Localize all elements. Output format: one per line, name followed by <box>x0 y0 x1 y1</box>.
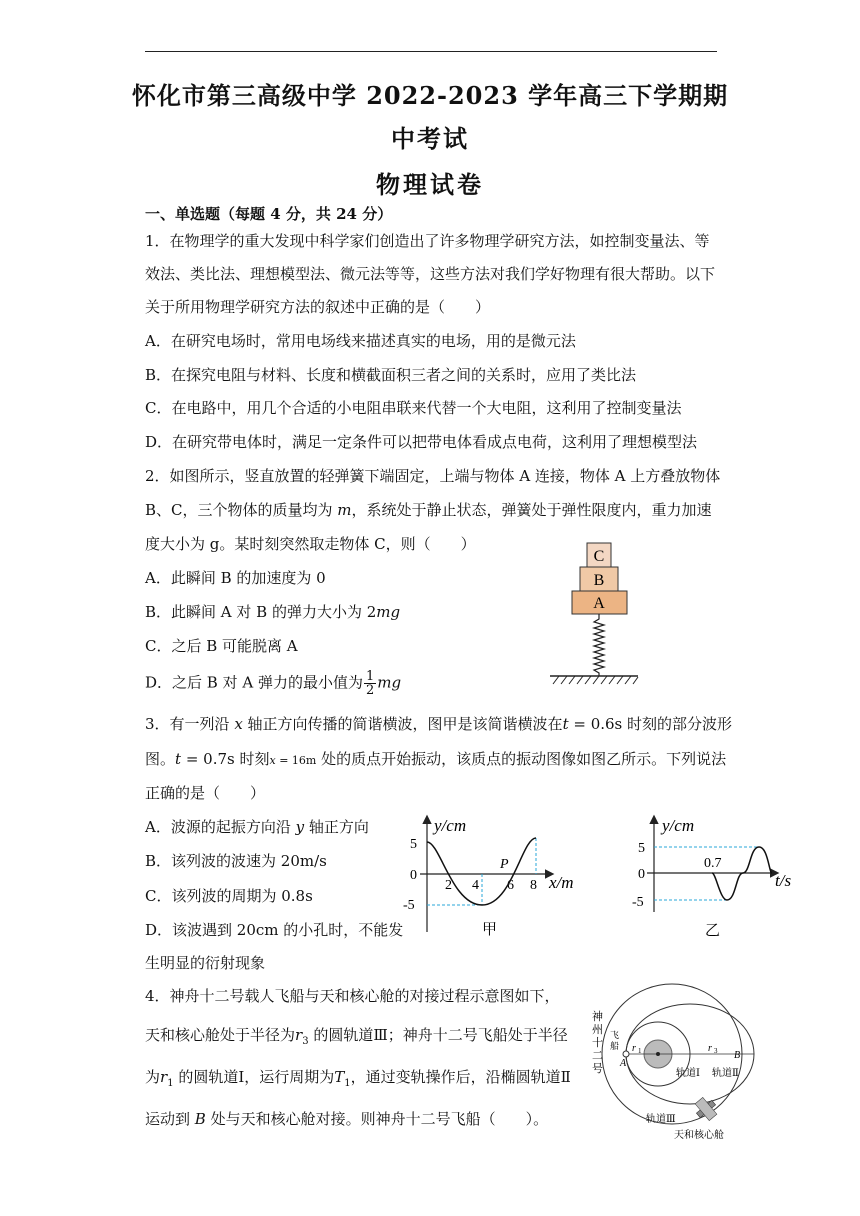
orbit-docking-figure <box>580 976 772 1146</box>
page-title-cont: 中考试 <box>391 124 469 153</box>
q2-text: B、C，三个物体的质量均为 m，系统处于静止状态，弹簧处于弹性限度内，重力加速 <box>145 501 712 519</box>
svg-text:号: 号 <box>592 1063 603 1075</box>
feichuan-label <box>610 1030 619 1051</box>
q1-text: 效法、类比法、理想模型法、微元法等等，这些方法对我们学好物理有很大帮助。以下 <box>145 265 716 283</box>
q3-text: 3．有一列沿 x 轴正方向传播的简谐横波，图甲是该简谐横波在t = 0.6s 时刻的部分波形 <box>145 715 733 733</box>
q3-text: 图。t = 0.7s 时刻x = 16m 处的质点开始振动，该质点的振动图像如图乙所示。下列说法 <box>145 750 727 768</box>
svg-text:神: 神 <box>592 1011 603 1023</box>
r1-label-sub: 1 <box>638 1047 642 1055</box>
figure-caption: 甲 <box>482 922 498 938</box>
tick-label: 5 <box>410 837 417 852</box>
q2-option-c: C．之后 B 可能脱离 A <box>145 637 298 655</box>
block-c-label: C <box>593 548 605 565</box>
q4-text: 运动到 B 处与天和核心舱对接。则神舟十二号飞船（ ）。 <box>145 1110 549 1128</box>
point-b-label: B <box>734 1050 741 1061</box>
header-rule <box>145 51 717 52</box>
tick-label: 8 <box>530 878 537 893</box>
tianhe-label: 天和核心舱 <box>674 1130 724 1141</box>
orbit-2-label: 轨道Ⅱ <box>712 1068 739 1079</box>
ground-hatch <box>553 676 638 684</box>
q2-text: 度大小为 g。某时刻突然取走物体 C，则（ ） <box>145 535 476 553</box>
subject-title: 物理试卷 <box>376 170 484 199</box>
spring <box>594 614 604 676</box>
tick-label: 0.7 <box>704 856 722 871</box>
fraction: $\frac{1}{2}$ <box>365 669 375 698</box>
tick-label: 5 <box>638 841 645 856</box>
r1-label: r <box>632 1043 636 1054</box>
q1-option-d: D．在研究带电体时，满足一定条件可以把带电体看成点电荷，这利用了理想模型法 <box>145 433 698 451</box>
svg-text:十: 十 <box>592 1037 603 1049</box>
block-a-label: A <box>593 595 605 612</box>
point-a-label: A <box>620 1058 627 1069</box>
tick-label: 0 <box>410 868 417 883</box>
q3-option-b: B．该列波的波速为 20m/s <box>145 852 327 870</box>
q1-option-b: B．在探究电阻与材料、长度和横截面积三者之间的关系时，应用了类比法 <box>145 366 637 384</box>
tick-label: 0 <box>638 867 645 882</box>
q4-text: 天和核心舱处于半径为$r_3$ 的圆轨道Ⅲ；神舟十二号飞船处于半径 <box>145 1026 568 1047</box>
q1-option-c: C．在电路中，用几个合适的小电阻串联来代替一个大电阻，这利用了控制变量法 <box>145 399 682 417</box>
q1-option-a: A．在研究电场时，常用电场线来描述真实的电场，用的是微元法 <box>145 332 576 350</box>
q3-option-c: C．该列波的周期为 0.8s <box>145 887 313 905</box>
q3-option-a: A．波源的起振方向沿 y 轴正方向 <box>145 818 369 836</box>
point-a <box>623 1051 629 1057</box>
q2-option-a: A．此瞬间 B 的加速度为 0 <box>145 569 326 587</box>
tick-label: 6 <box>507 878 514 893</box>
tick-label: 4 <box>472 878 479 893</box>
vibration-graph-yi <box>632 812 807 942</box>
svg-text:二: 二 <box>592 1050 603 1062</box>
q3-option-d-cont: 生明显的衍射现象 <box>145 954 266 972</box>
figure-caption: 乙 <box>705 923 721 939</box>
q3-option-d: D．该波遇到 20cm 的小孔时，不能发 <box>145 921 404 939</box>
q1-text: 1．在物理学的重大发现中科学家们创造出了许多物理学研究方法，如控制变量法、等 <box>145 232 710 250</box>
section-heading: 一、单选题（每题 4 分，共 24 分） <box>145 205 393 223</box>
y-axis-label: y/cm <box>662 816 695 835</box>
tick-label: -5 <box>403 898 415 913</box>
svg-text:飞: 飞 <box>610 1030 620 1040</box>
x-axis-label: x/m <box>549 873 574 892</box>
q1-text: 关于所用物理学研究方法的叙述中正确的是（ ） <box>145 298 491 316</box>
q3-text: 正确的是（ ） <box>145 784 266 802</box>
earth-center <box>656 1052 660 1056</box>
r3-label: r <box>708 1043 712 1054</box>
block-b-label: B <box>593 572 605 589</box>
q2-option-b: B．此瞬间 A 对 B 的弹力大小为 2mg <box>145 603 401 621</box>
orbit-1-label: 轨道Ⅰ <box>676 1068 700 1079</box>
q4-text: 4．神舟十二号载人飞船与天和核心舱的对接过程示意图如下， <box>145 987 560 1005</box>
svg-text:州: 州 <box>592 1024 603 1036</box>
x-axis-label: t/s <box>775 871 792 890</box>
q2-text: 2．如图所示，竖直放置的轻弹簧下端固定，上端与物体 A 连接，物体 A 上方叠放物体 <box>145 467 721 485</box>
q2-option-d: D．之后 B 对 A 弹力的最小值为 $\frac{1}{2}$ mg <box>145 669 402 698</box>
point-p-label: P <box>500 857 509 872</box>
r3-label-sub: 3 <box>714 1047 718 1055</box>
orbit-3-label: 轨道Ⅲ <box>646 1114 676 1125</box>
tick-label: -5 <box>632 895 644 910</box>
wave-graph-jia <box>400 812 590 942</box>
q4-text: 为$r_1$ 的圆轨道Ⅰ，运行周期为$T_1$，通过变轨操作后，沿椭圆轨道Ⅱ <box>145 1068 571 1089</box>
page-title: 怀化市第三高级中学 2022-2023 学年高三下学期期 <box>131 81 729 110</box>
y-axis-label: y/cm <box>434 816 467 835</box>
spring-blocks-figure <box>545 540 640 690</box>
tick-label: 2 <box>445 878 452 893</box>
svg-text:船: 船 <box>610 1041 620 1051</box>
shenzhou-label <box>592 1009 603 1075</box>
